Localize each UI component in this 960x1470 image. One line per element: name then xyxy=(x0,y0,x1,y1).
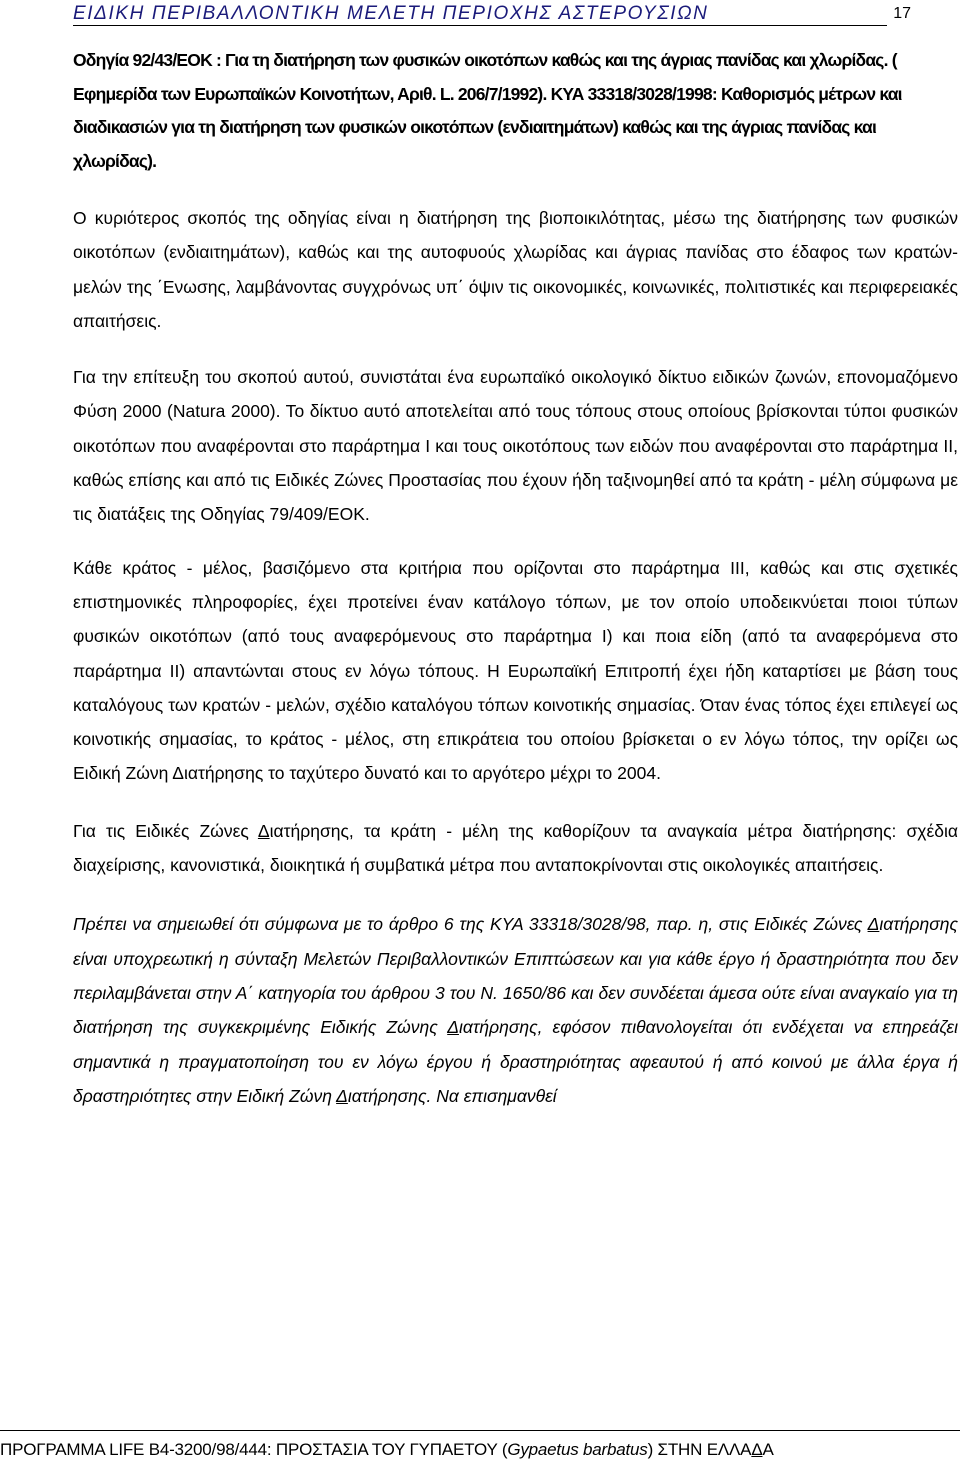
footer-fragment: Α xyxy=(762,1440,774,1459)
paragraph-directive-purpose: Ο κυριότερος σκοπός της οδηγίας είναι η διατήρηση της βιοποικιλότητας, μέσω της διατήρησης των φυσικών οικοτόπων (ενδιαιτημάτων), καθώς και της αυτοφυούς χλωρίδας και άγριας πανίδας στο έδαφος των κρατών-μελών της ΄Ενωσης, λαμβάνοντας συγχρόνως υπ΄ όψιν τις οικονομικές, κοινωνικές, πολιτιστικές και περιφερειακές απαιτήσεις. xyxy=(73,208,958,331)
species-name: Gypaetus barbatus xyxy=(507,1440,648,1459)
underlined-letter: Δ xyxy=(257,820,270,841)
footer-rule xyxy=(0,1430,960,1431)
paragraph-conservation-measures xyxy=(73,814,958,883)
paragraph-environmental-impact-note xyxy=(73,907,958,1113)
underlined-letter: Δ xyxy=(336,1085,348,1106)
header-title: ΕΙΔΙΚΗ ΠΕΡΙΒΑΛΛΟΝΤΙΚΗ ΜΕΛΕΤΗ ΠΕΡΙΟΧΗΣ ΑΣΤΕΡΟΥΣΙΩΝ xyxy=(73,3,709,24)
text-fragment: Για τις Ειδικές Ζώνες xyxy=(73,820,258,841)
text-fragment: ιατήρησης είναι υποχρεωτική η σύνταξη Μελετών Περιβαλλοντικών Επιπτώσεων και για κάθε έργο ή δραστηριότητα που δεν περιλαμβάνεται στην Α΄ κατηγορία του άρθρου 3 του Ν. 1650/86 και δεν συνδέεται άμεσα ούτε είναι αναγκαίο για τη διατήρηση της συγκεκριμένης Ειδικής Ζώνης xyxy=(73,914,958,1038)
underlined-letter: Δ xyxy=(751,1440,763,1459)
directive-reference: Οδηγία 92/43/ΕΟΚ : Για τη διατήρηση των φυσικών οικοτόπων καθώς και της άγριας πανίδας και χλωρίδας. ( Εφημερίδα των Ευρωπαϊκών Κοινοτήτων, Αριθ. L. 206/7/1992). ΚΥΑ 33318/3028/1998: Καθορισμός μέτρων και διαδικασιών για τη διατήρηση των φυσικών οικοτόπων (ενδιαιτημάτων) καθώς και της άγριας πανίδας και χλωρίδας). xyxy=(73,50,902,171)
page-number: 17 xyxy=(893,5,911,22)
paragraph-member-states: Κάθε κράτος - μέλος, βασιζόμενο στα κριτήρια που ορίζονται στο παράρτημα ΙΙΙ, καθώς και στις σχετικές επιστημονικές πληροφορίες, έχει προτείνει έναν κατάλογο τόπων, με τον οποίο υποδεικνύεται ποιοι τύπων φυσικών οικοτόπων (από τους αναφερόμενους στο παράρτημα Ι) και ποια είδη (από τα αναφερόμενα στο παράρτημα ΙΙ) απαντώνται στους εν λόγω τόπους. Η Ευρωπαϊκή Επιτροπή έχει ήδη καταρτίσει με βάση τους καταλόγους των κρατών - μελών, σχέδιο καταλόγου τόπων κοινοτικής σημασίας. Όταν ένας τόπος έχει επιλεγεί ως κοινοτικής σημασίας, το κράτος - μέλος, στη επικράτεια του οποίου βρίσκεται ο εν λόγω τόπος, την ορίζει ως Ειδική Ζώνη Διατήρησης το ταχύτερο δυνατό και το αργότερο μέχρι το 2004. xyxy=(73,557,958,784)
page-header xyxy=(73,0,919,34)
underlined-letter: Δ xyxy=(867,914,880,935)
document-body xyxy=(73,44,958,1113)
header-rule xyxy=(73,25,887,26)
text-fragment: Πρέπει να σημειωθεί ότι σύμφωνα με το άρθρο 6 της ΚΥΑ 33318/3028/98, παρ. η, στις Ειδικές Ζώνες xyxy=(73,914,868,935)
paragraph-natura-network: Για την επίτευξη του σκοπού αυτού, συνιστάται ένα ευρωπαϊκό οικολογικό δίκτυο ειδικών ζωνών, επονομαζόμενο Φύση 2000 (Natura 2000). Το δίκτυο αυτό αποτελείται από τους τόπους στους οποίους βρίσκονται τύποι φυσικών οικοτόπων που αναφέρονται στο παράρτημα Ι και τους οικοτόπους των ειδών που αναφέρονται στο παράρτημα ΙΙ, καθώς επίσης και από τις Ειδικές Ζώνες Προστασίας που έχουν ήδη ταξινομηθεί από τα κράτη - μέλη σύμφωνα με τις διατάξεις της Οδηγίας 79/409/ΕΟΚ. xyxy=(73,367,958,525)
underlined-letter: Δ xyxy=(447,1017,459,1038)
footer-text xyxy=(0,1440,774,1460)
text-fragment: ιατήρησης, τα κράτη - μέλη της καθορίζουν τα αναγκαία μέτρα διατήρησης: σχέδια διαχείρισης, κανονιστικά, διοικητικά ή συμβατικά μέτρα που ανταποκρίνονται στις οικολογικές απαιτήσεις. xyxy=(73,820,958,876)
text-fragment: ιατήρησης, εφόσον πιθανολογείται ότι ενδέχεται να επηρεάζει σημαντικά η πραγματοποίηση του εν λόγω έργου ή δραστηριότητας αφεαυτού ή από κοινού με άλλα έργα ή δραστηριότητες στην Ειδική Ζώνη xyxy=(73,1017,958,1106)
footer-fragment: ΠΡΟΓΡΑΜΜΑ LIFE B4-3200/98/444: ΠΡΟΣΤΑΣΙΑ ΤΟΥ ΓΥΠΑΕΤΟΥ ( xyxy=(0,1440,508,1459)
text-fragment: ιατήρησης. Να επισημανθεί xyxy=(347,1085,557,1106)
footer-fragment: ) ΣΤΗΝ ΕΛΛΑ xyxy=(647,1440,752,1459)
